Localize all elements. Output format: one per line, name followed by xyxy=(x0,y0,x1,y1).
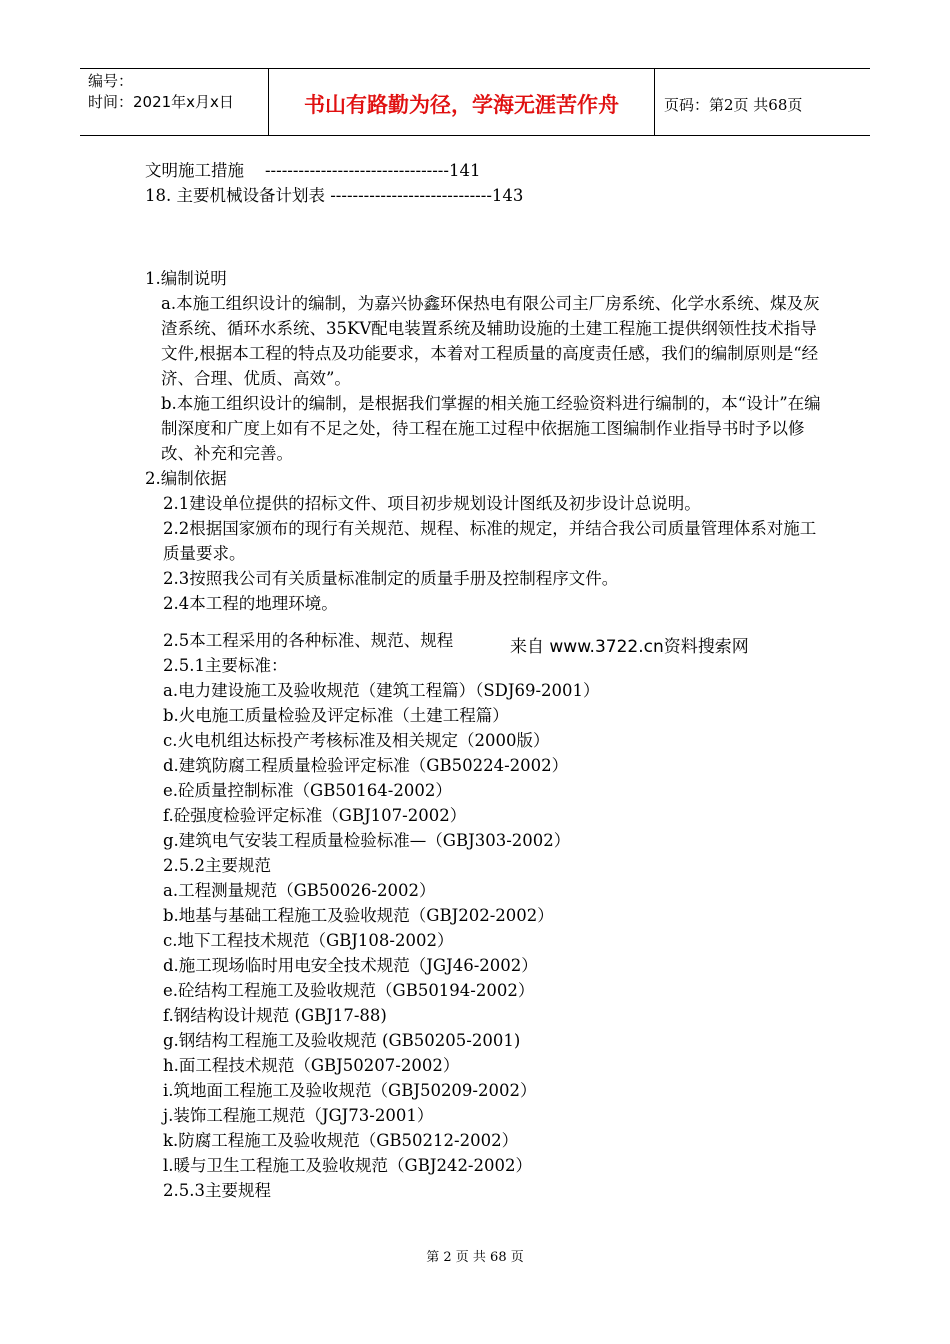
toc-entry: 18. 主要机械设备计划表 -----------------------------143 xyxy=(145,186,524,205)
page-header xyxy=(80,68,870,136)
item-2-5: 2.5本工程采用的各种标准、规范、规程 xyxy=(163,631,454,650)
item-2-3: 2.3按照我公司有关质量标准制定的质量手册及控制程序文件。 xyxy=(163,569,619,588)
standard-item: a.电力建设施工及验收规范（建筑工程篇）（SDJ69-2001） xyxy=(163,681,600,700)
item-2-5-2: 2.5.2主要规范 xyxy=(163,856,271,875)
item-2-2: 2.2根据国家颁布的现行有关规范、规程、标准的规定，并结合我公司质量管理体系对施工质量要求。 xyxy=(163,519,817,563)
watermark-text: 来自 www.3722.cn资料搜索网 xyxy=(510,637,749,657)
page-footer: 第 2 页 共 68 页 xyxy=(426,1250,524,1265)
spec-item: l.暖与卫生工程施工及验收规范（GBJ242-2002） xyxy=(163,1156,533,1175)
spec-item: f.钢结构设计规范 (GBJ17-88) xyxy=(163,1006,387,1025)
spec-item: a.工程测量规范（GB50026-2002） xyxy=(163,881,436,900)
standard-item: d.建筑防腐工程质量检验评定标准（GB50224-2002） xyxy=(163,756,569,775)
spec-item: c.地下工程技术规范（GBJ108-2002） xyxy=(163,931,454,950)
spec-item: b.地基与基础工程施工及验收规范（GBJ202-2002） xyxy=(163,906,554,925)
header-time-label: 时间：2021年x月x日 xyxy=(88,93,234,111)
header-motto: 书山有路勤为径，学海无涯苦作舟 xyxy=(304,93,619,117)
spec-item: j.装饰工程施工规范（JGJ73-2001） xyxy=(163,1106,434,1125)
spec-item: g.钢结构工程施工及验收规范 (GB50205-2001) xyxy=(163,1031,521,1050)
standard-item: f.砼强度检验评定标准（GBJ107-2002） xyxy=(163,806,467,825)
standard-item: b.火电施工质量检验及评定标准（土建工程篇） xyxy=(163,706,509,725)
spec-item: i.筑地面工程施工及验收规范（GBJ50209-2002） xyxy=(163,1081,537,1100)
item-2-5-1: 2.5.1主要标准： xyxy=(163,656,288,675)
spec-item: h.面工程技术规范（GBJ50207-2002） xyxy=(163,1056,460,1075)
standard-item: c.火电机组达标投产考核标准及相关规定（2000版） xyxy=(163,731,550,750)
spacer xyxy=(145,208,825,266)
paragraph-1a: a.本施工组织设计的编制，为嘉兴协鑫环保热电有限公司主厂房系统、化学水系统、煤及灰渣系统、循环水系统、35KV配电装置系统及辅助设施的土建工程施工提供纲领性技术指导文件,根据本工程的特点及功能要求，本着对工程质量的高度责任感，我们的编制原则是“经济、合理、优质、高效”。 xyxy=(161,294,820,388)
item-2-4: 2.4本工程的地理环境。 xyxy=(163,594,338,613)
header-divider xyxy=(654,69,655,135)
spec-item: d.施工现场临时用电安全技术规范（JGJ46-2002） xyxy=(163,956,538,975)
item-2-5-3: 2.5.3主要规程 xyxy=(163,1181,271,1200)
header-page-info: 页码：第2页 共68页 xyxy=(664,96,803,114)
section-heading-2: 2.编制依据 xyxy=(145,469,227,488)
document-body xyxy=(145,158,825,1203)
paragraph-1b: b.本施工组织设计的编制，是根据我们掌握的相关施工经验资料进行编制的，本“设计”在编制深度和广度上如有不足之处，待工程在施工过程中依据施工图编制作业指导书时予以修改、补充和完善。 xyxy=(161,394,821,463)
item-2-1: 2.1建设单位提供的招标文件、项目初步规划设计图纸及初步设计总说明。 xyxy=(163,494,701,513)
header-number-label: 编号： xyxy=(88,72,134,90)
spec-item: e.砼结构工程施工及验收规范（GB50194-2002） xyxy=(163,981,535,1000)
spec-item: k.防腐工程施工及验收规范（GB50212-2002） xyxy=(163,1131,519,1150)
standard-item: e.砼质量控制标准（GB50164-2002） xyxy=(163,781,452,800)
header-meta xyxy=(88,71,234,113)
toc-entry: 文明施工措施 ---------------------------------141 xyxy=(145,161,481,180)
section-heading-1: 1.编制说明 xyxy=(145,269,227,288)
standard-item: g.建筑电气安装工程质量检验标准—（GBJ303-2002） xyxy=(163,831,571,850)
